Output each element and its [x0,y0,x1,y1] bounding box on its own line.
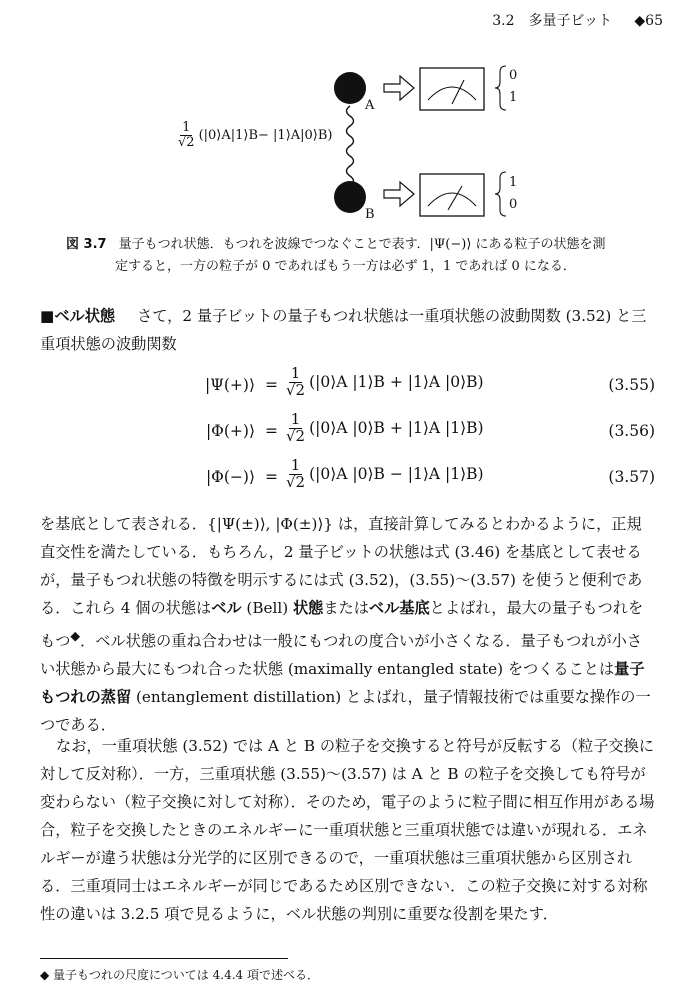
brace-top [495,66,506,110]
equation-3-55 [40,366,655,406]
eq-num: 1 [290,410,301,428]
state-num: 1 [182,120,191,135]
eq-den: √2 [286,472,306,491]
figure-caption [66,234,636,278]
text-run: または [323,599,369,617]
term-distillation: 量子もつれの蒸留 [40,660,645,707]
particle-a [334,72,366,104]
meter-b [420,174,484,216]
equation-3-57 [40,458,655,498]
eq-lhs: |Φ(+)⟩ [205,422,255,440]
paragraph-bell-intro [40,302,655,358]
figure-entanglement [0,60,697,230]
outcome-top-2: 1 [509,90,518,105]
page-number: ◆65 [634,13,663,29]
term-bell-basis: ベル基底 [368,599,430,617]
eq-number: (3.57) [608,468,655,486]
label-a: A [365,98,375,113]
para1-text: さて，2 量子ビットの量子もつれ状態は一重項状態の波動関数 (3.52) と三重項状態の波動関数 [40,307,647,353]
caption-line-2: 定すると，一方の粒子が 0 であればもう一方は必ず 1，1 であれば 0 になる． [115,259,576,274]
text-run: とよばれ，最大の量子もつれをもつ [40,599,644,651]
eq-body: (|0⟩A |1⟩B + |1⟩A |0⟩B) [309,373,484,392]
running-header [492,10,663,30]
text-run: (entanglement distillation) とよばれ，量子情報技術では重要な操作の一つである． [40,688,651,735]
runin-heading: ■ベル状態 [40,307,116,325]
footnote: ◆ 量子もつれの尺度については 4.4.4 項で述べる． [40,968,319,982]
paragraph-exchange-symmetry: なお，一重項状態 (3.52) では A と B の粒子を交換すると符号が反転する（粒子交換に対して反対称）．一方，三重項状態 (3.55)〜(3.57) は A と B の粒子を交換しても符号が変わらない（粒子交換に対して対称）．そのため，電子のように粒子間に相互作用がある場合，粒子を交換したときのエネルギーに一重項状態と三重項状態では違いが現れる．エネルギーが違う状態は分光学的に区別できるので，一重項状態は三重項状態から区別される．三重項同士はエネルギーが同じであるため区別できない．この粒子交換に対する対称性の違いは 3.2.5 項で見るように，ベル状態の判別に重要な役割を果たす． [40,737,655,923]
outcome-bottom-1: 1 [509,175,518,190]
text-run: (Bell) [241,599,293,617]
eq-body: (|0⟩A |0⟩B − |1⟩A |1⟩B) [309,465,484,484]
brace-bottom [495,172,506,216]
eq-number: (3.55) [608,376,655,394]
eq-den: √2 [286,426,306,445]
term-bell: ベル [211,599,242,617]
caption-line-1: 量子もつれ状態．もつれを波線でつなぐことで表す．|Ψ(−)⟩ にある粒子の状態を測 [118,237,606,252]
entanglement-wave [347,106,354,191]
eq-den: √2 [286,380,306,399]
figure-state [178,121,333,149]
footnote-mark: ◆ [70,628,81,643]
arrow-a [384,76,414,100]
paragraph-bell-basis [40,510,655,739]
eq-equals: = [265,468,278,486]
eq-equals: = [265,376,278,394]
eq-lhs: |Ψ(+)⟩ [205,376,255,394]
eq-equals: = [265,422,278,440]
text-run: を基底として表される．{|Ψ(±)⟩, |Φ(±)⟩} は，直接計算してみるとわかるように，正規直交性を満たしている．もちろん，2 量子ビットの状態は式 (3.46) を基底として表せるが，量子もつれ状態の特徴を明示するには式 (3.52)，(3.55)〜(3.57) を使うと便利である．これら 4 個の状態は [40,515,643,617]
state-den: √2 [178,134,195,150]
eq-lhs: |Φ(−)⟩ [205,468,255,486]
footnote-rule [40,958,288,959]
eq-body: (|0⟩A |0⟩B + |1⟩A |1⟩B) [309,419,484,438]
arrow-b [384,182,414,206]
term-state: 状態 [292,599,324,617]
eq-num: 1 [290,364,301,382]
header-section: 3.2 多量子ビット [492,13,612,29]
label-b: B [365,207,375,222]
figure-drawing [0,60,697,230]
caption-number: 図 3.7 [66,237,107,252]
eq-number: (3.56) [608,422,655,440]
text-run: ．ベル状態の重ね合わせは一般にもつれの度合いが小さくなる．量子もつれが小さい状態から最大にもつれ合った状態 (maximally entangled state) をつくることは [40,632,643,679]
outcome-bottom-2: 0 [509,197,518,212]
equation-3-56 [40,412,655,452]
state-expr: (|0⟩A|1⟩B− |1⟩A|0⟩B) [198,127,333,143]
outcome-top-1: 0 [509,68,518,83]
eq-num: 1 [290,456,301,474]
